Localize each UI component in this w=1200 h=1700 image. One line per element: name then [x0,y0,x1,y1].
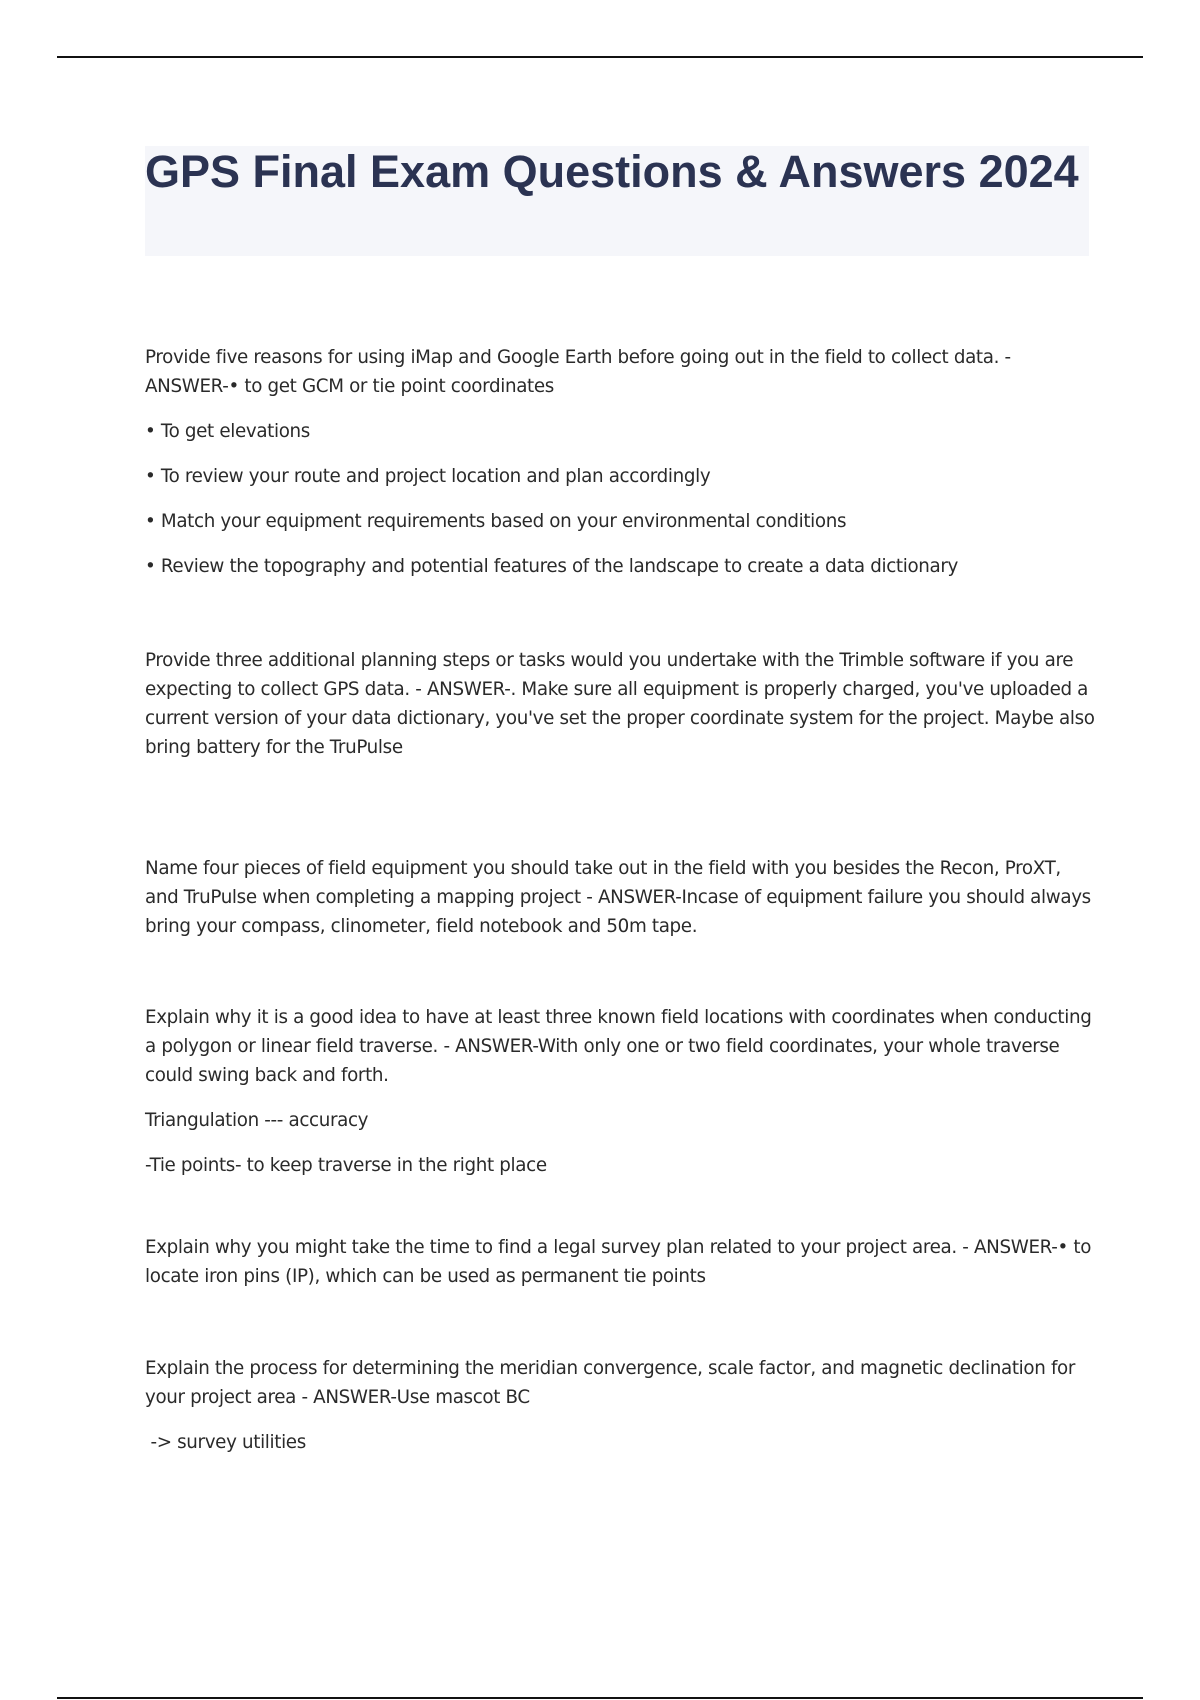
qa-1-bullet-2: • To review your route and project location and plan accordingly [145,466,711,487]
qa-item-2 [145,646,1095,762]
qa-1-bullet-4: • Review the topography and potential features of the landscape to create a data dictionary [145,556,959,577]
qa-item-6 [145,1354,1095,1457]
bottom-rule [57,1697,1143,1699]
qa-3-question-answer: Name four pieces of field equipment you should take out in the field with you besides the Recon, ProXT, and TruPulse when completing a mapping project - ANSWER-Incase of equipment failure you should always bring your compass, clinometer, field notebook and 50m tape. [145,858,1091,937]
qa-4-note-1: Triangulation --- accuracy [145,1110,369,1131]
qa-item-4 [145,1003,1095,1180]
qa-5-question-answer: Explain why you might take the time to find a legal survey plan related to your project area. - ANSWER-• to locate iron pins (IP), which can be used as permanent tie points [145,1237,1092,1287]
qa-1-bullet-3: • Match your equipment requirements based on your environmental conditions [145,511,847,532]
qa-item-5 [145,1233,1095,1291]
qa-4-note-2: -Tie points- to keep traverse in the right place [145,1155,547,1176]
qa-1-bullet-1: • To get elevations [145,421,310,442]
qa-item-1 [145,343,1095,581]
qa-2-question-answer: Provide three additional planning steps or tasks would you undertake with the Trimble software if you are expecting to collect GPS data. - ANSWER-. Make sure all equipment is properly charged, you've uploaded a current version of your data dictionary, you've set the proper coordinate system for the project. Maybe also bring battery for the TruPulse [145,650,1095,758]
qa-6-question-answer: Explain the process for determining the meridian convergence, scale factor, and magnetic declination for your project area - ANSWER-Use mascot BC [145,1358,1076,1408]
qa-item-3 [145,854,1095,941]
qa-1-question-answer: Provide five reasons for using iMap and Google Earth before going out in the field to collect data. - ANSWER-• to get GCM or tie point coordinates [145,347,1011,397]
qa-6-note-1: -> survey utilities [145,1432,306,1453]
page-title: GPS Final Exam Questions & Answers 2024 [145,146,1079,197]
top-rule [57,56,1143,58]
qa-4-question-answer: Explain why it is a good idea to have at least three known field locations with coordinates when conducting a polygon or linear field traverse. - ANSWER-With only one or two field coordinates, your whole traverse could swing back and forth. [145,1007,1092,1086]
title-banner [145,146,1089,256]
